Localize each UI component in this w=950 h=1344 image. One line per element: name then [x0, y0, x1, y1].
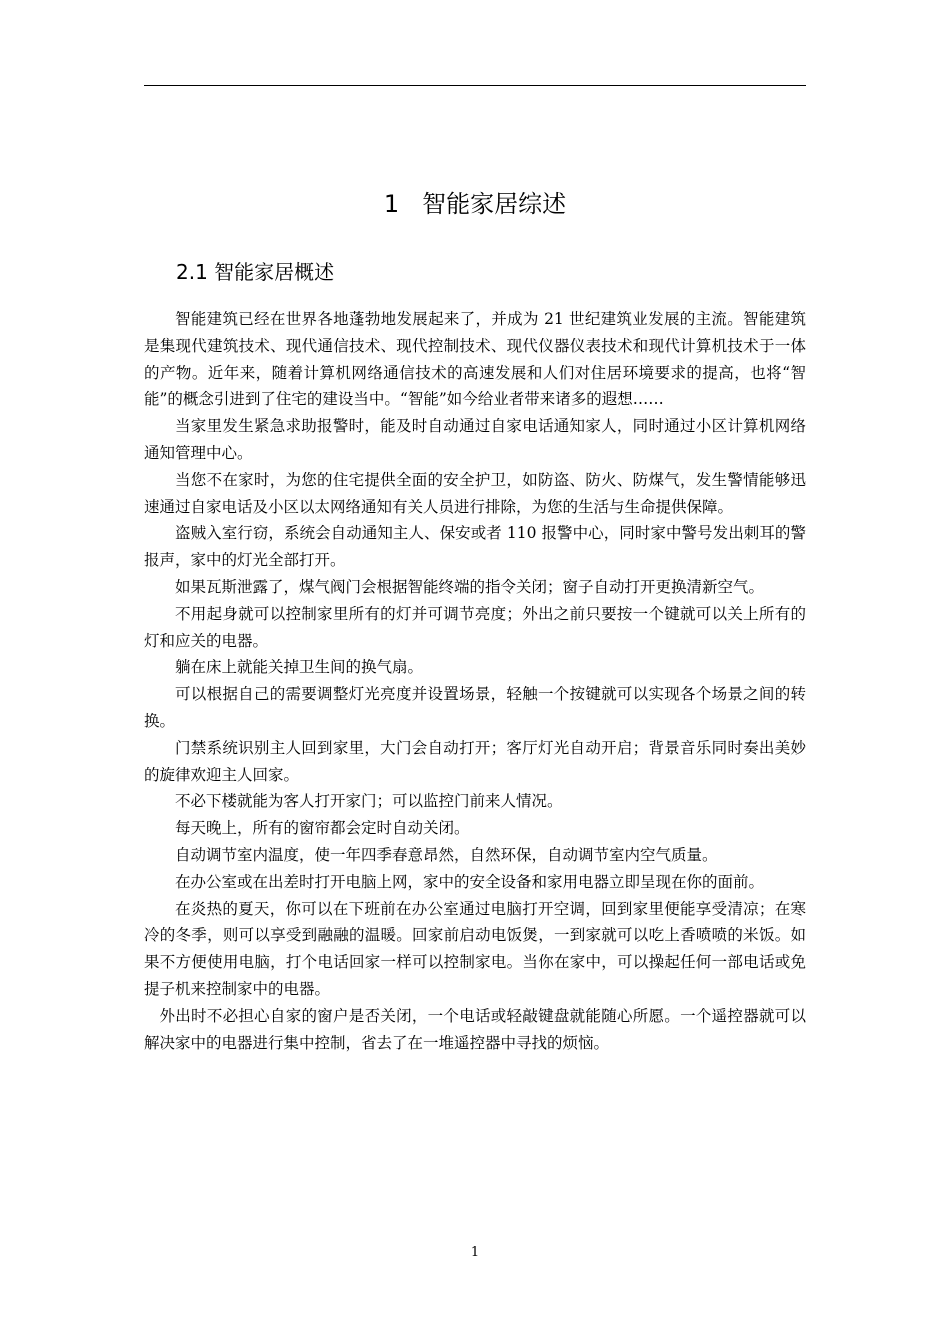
paragraph: 当家里发生紧急求助报警时，能及时自动通过自家电话通知家人，同时通过小区计算机网络通知管理中心。 — [144, 417, 806, 462]
body-text — [144, 306, 806, 1056]
paragraph: 门禁系统识别主人回到家里，大门会自动打开；客厅灯光自动开启；背景音乐同时奏出美妙的旋律欢迎主人回家。 — [144, 738, 806, 784]
header-rule — [144, 85, 806, 86]
paragraph: 如果瓦斯泄露了，煤气阀门会根据智能终端的指令关闭；窗子自动打开更换清新空气。 — [175, 577, 765, 596]
paragraph: 盗贼入室行窃，系统会自动通知主人、保安或者 110 报警中心，同时家中警号发出刺耳的警报声，家中的灯光全部打开。 — [144, 524, 806, 570]
paragraph: 每天晚上，所有的窗帘都会定时自动关闭。 — [175, 819, 470, 838]
section-title: 2.1 智能家居概述 — [176, 260, 335, 284]
page-number: 1 — [470, 1245, 480, 1260]
paragraph: 外出时不必担心自家的窗户是否关闭，一个电话或轻敲键盘就能随心所愿。一个遥控器就可以解决家中的电器进行集中控制，省去了在一堆遥控器中寻找的烦恼。 — [144, 1006, 806, 1052]
chapter-title: 1 智能家居综述 — [383, 190, 567, 218]
paragraph: 可以根据自己的需要调整灯光亮度并设置场景，轻触一个按键就可以实现各个场景之间的转换。 — [144, 685, 806, 730]
paragraph: 自动调节室内温度，使一年四季春意昂然，自然环保，自动调节室内空气质量。 — [175, 845, 718, 864]
paragraph: 智能建筑已经在世界各地蓬勃地发展起来了，并成为 21 世纪建筑业发展的主流。智能建筑是集现代建筑技术、现代通信技术、现代控制技术、现代仪器仪表技术和现代计算机技术于一体的产物。近年来，随着计算机网络通信技术的高速发展和人们对住居环境要求的提高，也将“智能”的概念引进到了住宅的建设当中。“智能”如今给业者带来诸多的遐想…… — [144, 310, 806, 409]
paragraph: 不用起身就可以控制家里所有的灯并可调节亮度；外出之前只要按一个键就可以关上所有的灯和应关的电器。 — [144, 604, 806, 650]
paragraph: 躺在床上就能关掉卫生间的换气扇。 — [175, 658, 424, 677]
paragraph: 在办公室或在出差时打开电脑上网，家中的安全设备和家用电器立即呈现在你的面前。 — [175, 872, 765, 891]
paragraph: 不必下楼就能为客人打开家门；可以监控门前来人情况。 — [175, 792, 563, 811]
paragraph: 在炎热的夏天，你可以在下班前在办公室通过电脑打开空调，回到家里便能享受清凉；在寒冷的冬季，则可以享受到融融的温暖。回家前启动电饭煲，一到家就可以吃上香喷喷的米饭。如果不方便使用电脑，打个电话回家一样可以控制家电。当你在家中，可以操起任何一部电话或免提子机来控制家中的电器。 — [144, 899, 806, 998]
paragraph: 当您不在家时，为您的住宅提供全面的安全护卫，如防盗、防火、防煤气，发生警情能够迅速通过自家电话及小区以太网络通知有关人员进行排除，为您的生活与生命提供保障。 — [144, 470, 806, 516]
